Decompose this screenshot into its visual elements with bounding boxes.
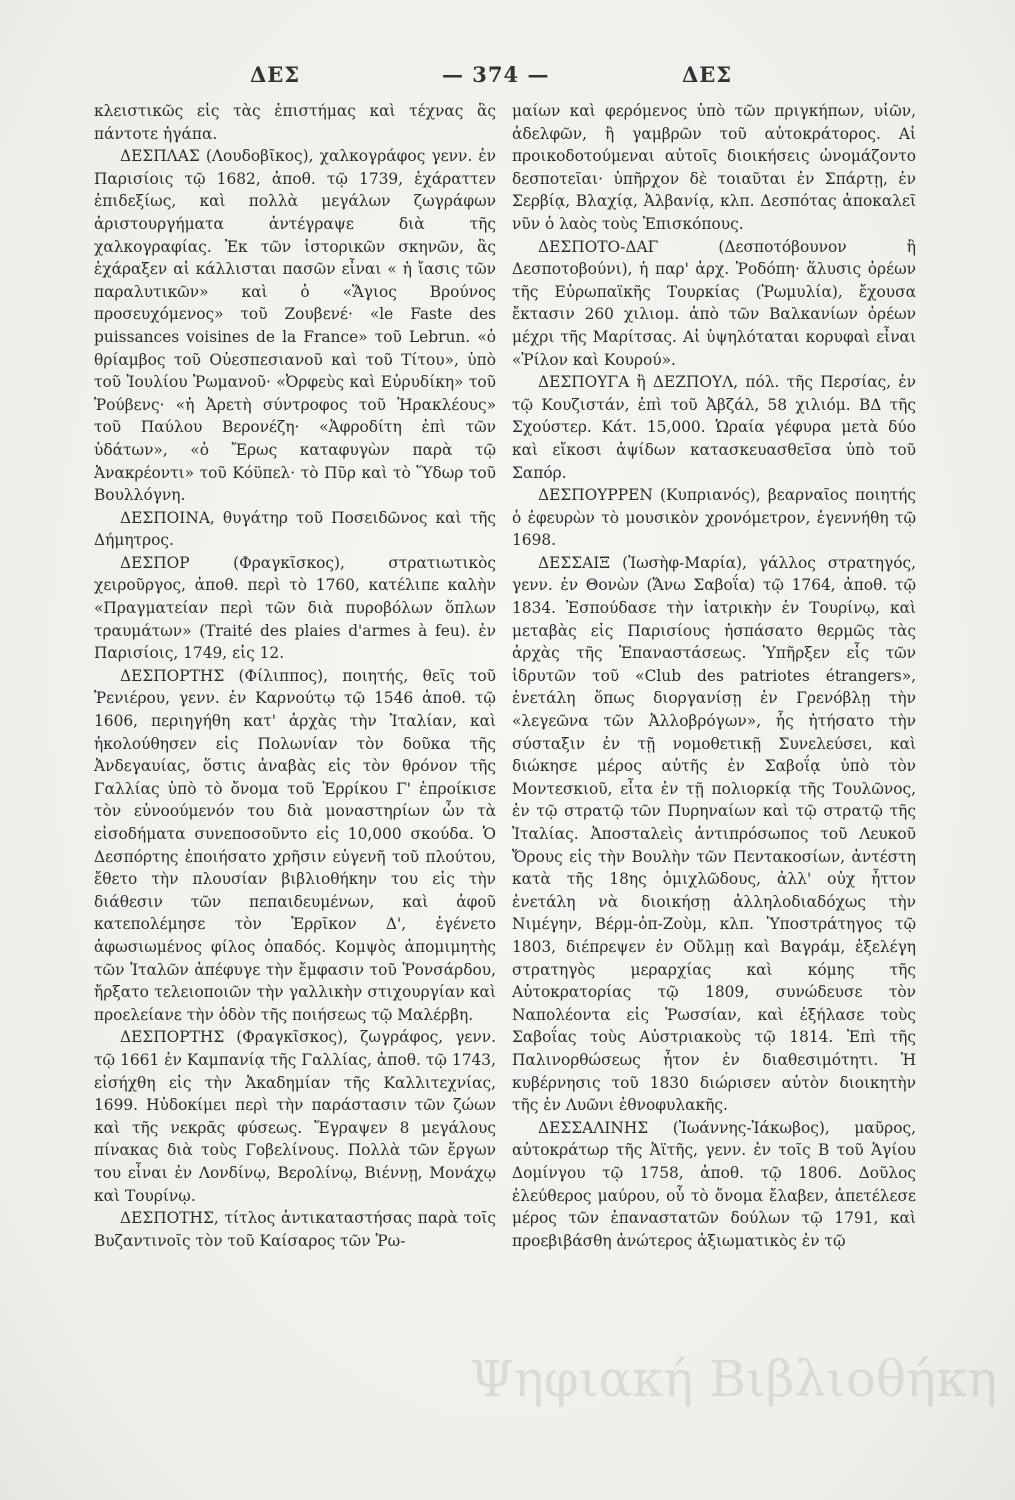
- entry-despotes: ΔΕΣΠΟΤΗΣ, τίτλος ἀντικαταστήσας παρὰ τοῖς Βυζαντινοῖς τὸν τοῦ Καίσαρος τῶν Ῥω-: [94, 1209, 496, 1250]
- running-head-left: ΔΕΣ: [250, 62, 301, 87]
- entry-desportes-francois: ΔΕΣΠΟΡΤΗΣ (Φραγκῖσκος), ζωγράφος, γενν. τῷ 1661 ἐν Καμπανίᾳ τῆς Γαλλίας, ἀποθ. τῷ 1743, εἰσήχθη εἰς τὴν Ἀκαδημίαν τῆς Καλλιτεχνίας, 1699. Ηὐδοκίμει περὶ τὴν παράστασιν τῶν ζώων καὶ τῆς νεκρᾶς φύσεως. Ἔγραψεν 8 μεγάλους πίνακας διὰ τοὺς Γοβελίνους. Πολλὰ τῶν ἔργων του εἶναι ἐν Λονδίνῳ, Βερολίνῳ, Βιέννῃ, Μονάχῳ καὶ Τουρίνῳ.: [94, 1028, 496, 1205]
- entry-despor: ΔΕΣΠΟΡ (Φραγκῖσκος), στρατιωτικὸς χειροῦργος, ἀποθ. περὶ τὸ 1760, κατέλιπε καλὴν «Πραγματείαν περὶ τῶν διὰ πυροβόλων ὅπλων τραυμάτων» (Traité des plaies d'armes à feu). ἐν Παρισίοις, 1749, εἰς 12.: [94, 553, 496, 663]
- right-column: [512, 100, 916, 1470]
- entry-desplas: ΔΕΣΠΛΑΣ (Λουδοβῖκος), χαλκογράφος γενν. ἐν Παρισίοις τῷ 1682, ἀποθ. τῷ 1739, ἐχάραττεν ἐπιδεξίως, καὶ πολλὰ μεγάλων ζωγράφων ἀριστουργήματα ἀντέγραψε διὰ τῆς χαλκογραφίας. Ἐκ τῶν ἱστορικῶν σκηνῶν, ἃς ἐχάραξεν αἱ κάλλισται πασῶν εἶναι « ἡ ἴασις τῶν παραλυτικῶν» καὶ ὁ «Ἅγιος Βρούνος προσευχόμενος» τοῦ Ζουβενέ· «le Faste des puissances voisines de la France» τοῦ Lebrun. «ὁ θρίαμβος τοῦ Οὐεσπεσιανοῦ καὶ τοῦ Τίτου», ὑπὸ τοῦ Ἰουλίου Ῥωμανοῦ· «Ὀρφεὺς καὶ Εὐρυδίκη» τοῦ Ῥούβενς· «ἡ Ἀρετὴ σύντροφος τοῦ Ἡρακλέους» τοῦ Παύλου Βερονέζη· «Ἀφροδίτη ἐπὶ τῶν ὑδάτων», «ὁ Ἔρως καταφυγὼν παρὰ τῷ Ἀνακρέοντι» τοῦ Κόϋπελ· τὸ Πῦρ καὶ τὸ Ὕδωρ τοῦ Βουλλόγνη.: [94, 147, 496, 505]
- entry-continuation-right: μαίων καὶ φερόμενος ὑπὸ τῶν πριγκήπων, υἱῶν, ἀδελφῶν, ἢ γαμβρῶν τοῦ αὐτοκράτορος. Αἱ προικοδοτούμεναι αὐτοῖς διοικήσεις ὠνομάζοντο δεσποτεῖαι· ὑπῆρχον δὲ τοιαῦται ἐν Σπάρτῃ, ἐν Σερβίᾳ, Βλαχίᾳ, Ἀλβανίᾳ, κλπ. Δεσπότας ἀποκαλεῖ νῦν ὁ λαὸς τοὺς Ἐπισκόπους.: [512, 102, 916, 233]
- entry-dessalines: ΔΕΣΣΑΛΙΝΗΣ (Ἰωάννης-Ἰάκωβος), μαῦρος, αὐτοκράτωρ τῆς Ἀϊτῆς, γενν. ἐν τοῖς Β τοῦ Ἁγίου Δομίνγου τῷ 1758, ἀποθ. τῷ 1806. Δοῦλος ἐλεύθερος μαύρου, οὗ τὸ ὄνομα ἔλαβεν, ἀπετέλεσε μέρος τῶν ἐπαναστατῶν δούλων τῷ 1791, καὶ προεβιβάσθη ἀνώτερος ἀξιωματικὸς ἐν τῷ: [512, 1118, 916, 1250]
- left-column: [94, 100, 496, 1470]
- entry-continuation: κλειστικῶς εἰς τὰς ἐπιστήμας καὶ τέχνας ἃς πάντοτε ἠγάπα.: [94, 102, 496, 143]
- entry-dessaix: ΔΕΣΣΑΙΞ (Ἰωσὴφ-Μαρία), γάλλος στρατηγός, γενν. ἐν Θονὼν (Ἄνω Σαβοΐα) τῷ 1764, ἀποθ. τῷ 1834. Ἐσπούδασε τὴν ἰατρικὴν ἐν Τουρίνῳ, καὶ μεταβὰς εἰς Παρισίους ἠσπάσατο θερμῶς τὰς ἀρχὰς τῆς Ἐπαναστάσεως. Ὑπῆρξεν εἷς τῶν ἱδρυτῶν τοῦ «Club des patriotes étrangers», ἐνετάλη ὅπως διοργανίσῃ ἐν Γρενόβλῃ τὴν «λεγεῶνα τῶν Ἀλλοβρόγων», ἧς ἠτήσατο τὴν σύσταξιν ἐν τῇ νομοθετικῇ Συνελεύσει, καὶ διώκησε μέρος αὐτῆς ἐν Σαβοΐᾳ ὑπὸ τὸν Μοντεσκιοῦ, εἶτα ἐν τῇ πολιορκίᾳ τῆς Τουλῶνος, ἐν τῷ στρατῷ τῶν Πυρηναίων καὶ τῷ στρατῷ τῆς Ἰταλίας. Ἀποσταλεὶς ἀντιπρόσωπος τοῦ Λευκοῦ Ὄρους εἰς τὴν Βουλὴν τῶν Πεντακοσίων, ἀντέστη κατὰ τῆς 18ης ὁμιχλῶδους, ἀλλ' οὐχ ἧττον ἐνετάλη νὰ διοικήσῃ ἀλληλοδιαδόχως τὴν Νιμέγην, Βέρμ-ὀπ-Ζοὺμ, κλπ. Ὑποστράτηγος τῷ 1803, διέπρεψεν ἐν Οὔλμῃ καὶ Βαγράμ, ἐξελέγη στρατηγὸς μεραρχίας καὶ κόμης τῆς Αὐτοκρατορίας τῷ 1809, συνώδευσε τὸν Ναπολέοντα εἰς Ῥωσσίαν, καὶ ἐξήλασε τοὺς Σαβοΐας τοὺς Αὐστριακοὺς τῷ 1814. Ἐπὶ τῆς Παλινορθώσεως ἦτον ἐν διαθεσιμότητι. Ἡ κυβέρνησις τοῦ 1830 διώρισεν αὐτὸν διοικητὴν τῆς ἐν Λυῶνι ἐθνοφυλακῆς.: [512, 553, 916, 1115]
- running-head-right: ΔΕΣ: [682, 62, 733, 87]
- library-watermark: Ψηφιακή Βιβλιοθήκη: [470, 1350, 998, 1408]
- entry-despoto-dag: ΔΕΣΠΟΤΟ-ΔΑΓ (Δεσποτόβουνον ἢ Δεσποτοβούνι), ἡ παρ' ἀρχ. Ῥοδόπη· ἅλυσις ὀρέων τῆς Εὐρωπαϊκῆς Τουρκίας (Ῥωμυλία), ἔχουσα ἔκτασιν 260 χιλιομ. ἀπὸ τῶν Βαλκανίων ὀρέων μέχρι τῆς Μαρίτσας. Αἱ ὑψηλόταται κορυφαὶ εἶναι «Ῥίλον καὶ Κουρού».: [512, 237, 916, 369]
- entry-despourrins: ΔΕΣΠΟΥΡΡΕΝ (Κυπριανός), βεαρναῖος ποιητής ὁ ἐφευρὼν τὸ μουσικὸν χρονόμετρον, ἐγεννήθη τῷ 1698.: [512, 486, 916, 550]
- page-header: [90, 62, 930, 92]
- entry-desportes-philippe: ΔΕΣΠΟΡΤΗΣ (Φίλιππος), ποιητής, θεῖς τοῦ Ῥενιέρου, γενν. ἐν Καρνούτῳ τῷ 1546 ἀποθ. τῷ 1606, περιηγήθη κατ' ἀρχὰς τὴν Ἰταλίαν, καὶ ἠκολούθησεν εἰς Πολωνίαν τὸν δοῦκα τῆς Ἀνδεγαυίας, ὅστις ἀναβὰς εἰς τὸν θρόνον τῆς Γαλλίας ὑπὸ τὸ ὄνομα τοῦ Ἐρρίκου Γ' ἐπροίκισε τὸν εὐνοούμενόν του διὰ μοναστηρίων ὧν τὰ εἰσοδήματα συνεποσοῦντο εἰς 10,000 σκούδα. Ὁ Δεσπόρτης ἐποιήσατο χρῆσιν εὐγενῆ τοῦ πλούτου, ἔθετο τὴν πλουσίαν βιβλιοθήκην του εἰς τὴν διάθεσιν τῶν πεπαιδευμένων, καὶ ἀφοῦ κατεπολέμησε τὸν Ἐρρῖκον Δ', ἐγένετο ἀφωσιωμένος φίλος ὀπαδός. Κομψὸς ἀπομιμητὴς τῶν Ἰταλῶν ἀπέφυγε τὴν ἔμφασιν τοῦ Ῥονσάρδου, ἤρξατο τελειοποιῶν τὴν γαλλικὴν στιχουργίαν καὶ προελείανε τὴν ὁδὸν τῆς ποιήσεως τῷ Μαλέρβη.: [94, 666, 496, 1024]
- page-number: — 374 —: [442, 62, 550, 87]
- entry-despouga: ΔΕΣΠΟΥΓΑ ἢ ΔΕΖΠΟΥΛ, πόλ. τῆς Περσίας, ἐν τῷ Κουζιστάν, ἐπὶ τοῦ Ἀβζάλ, 58 χιλιόμ. ΒΔ τῆς Σχούστερ. Κάτ. 15,000. Ὡραία γέφυρα μετὰ δύο καὶ εἴκοσι ἀψίδων κατασκευασθεῖσα ὑπὸ τοῦ Σαπόρ.: [512, 373, 916, 482]
- entry-despoina: ΔΕΣΠΟΙΝΑ, θυγάτηρ τοῦ Ποσειδῶνος καὶ τῆς Δήμητρος.: [94, 508, 496, 550]
